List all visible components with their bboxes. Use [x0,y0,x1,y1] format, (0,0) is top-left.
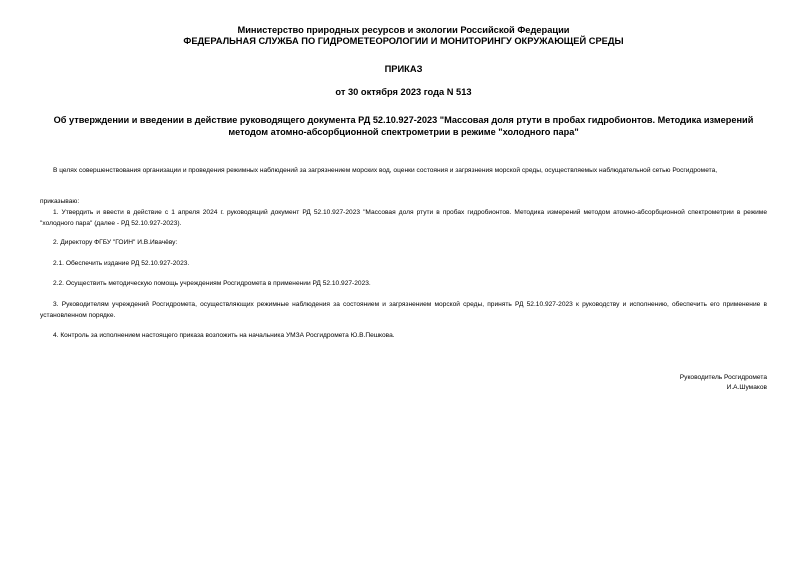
ministry-heading: Министерство природных ресурсов и экологии Российской Федерации [237,25,570,35]
order-item-4: 4. Контроль за исполнением настоящего приказа возложить на начальника УМЗА Росгидромета Ю.В.Пешкова. [53,332,395,339]
order-item-1: 1. Утвердить и ввести в действие с 1 апреля 2024 г. руководящий документ РД 52.10.927-2023 "Массовая доля ртути в пробах гидробионтов. Методика измерений методом атомно-абсорбционной спектрометрии в режиме "холодного пара" (далее - РД 52.10.927-2023). [40,209,767,227]
document-type: ПРИКАЗ [384,64,423,74]
order-word: приказываю: [40,198,80,205]
order-item-2-2: 2.2. Осуществить методическую помощь учреждениям Росгидромета в применении РД 52.10.927-2023. [53,280,371,287]
order-item-3: 3. Руководителям учреждений Росгидромета, осуществляющих режимные наблюдения за состоянием и загрязнением морской среды, принять РД 52.10.927-2023 к руководству и исполнению, обеспечить его применение в установленном порядке. [40,301,767,319]
document-title: Об утверждении и введении в действие руководящего документа РД 52.10.927-2023 "Массовая доля ртути в пробах гидробионтов. Методика измерений методом атомно-абсорбционной спектрометрии в режиме "холодного пара" [53,115,754,137]
document-date-number: от 30 октября 2023 года N 513 [335,87,472,97]
signature-name: И.А.Шумаков [726,384,767,391]
signature-position: Руководитель Росгидромета [679,374,767,381]
order-item-2-1: 2.1. Обеспечить издание РД 52.10.927-2023. [53,260,190,267]
service-heading: ФЕДЕРАЛЬНАЯ СЛУЖБА ПО ГИДРОМЕТЕОРОЛОГИИ И МОНИТОРИНГУ ОКРУЖАЮЩЕЙ СРЕДЫ [183,36,624,46]
preamble-paragraph: В целях совершенствования организации и проведения режимных наблюдений за загрязнением морских вод, оценки состояния и загрязнения морской среды, осуществляемых наблюдательной сетью Росгидромета, [53,167,718,174]
order-item-2: 2. Директору ФГБУ "ГОИН" И.В.Ивачёву: [53,239,178,246]
